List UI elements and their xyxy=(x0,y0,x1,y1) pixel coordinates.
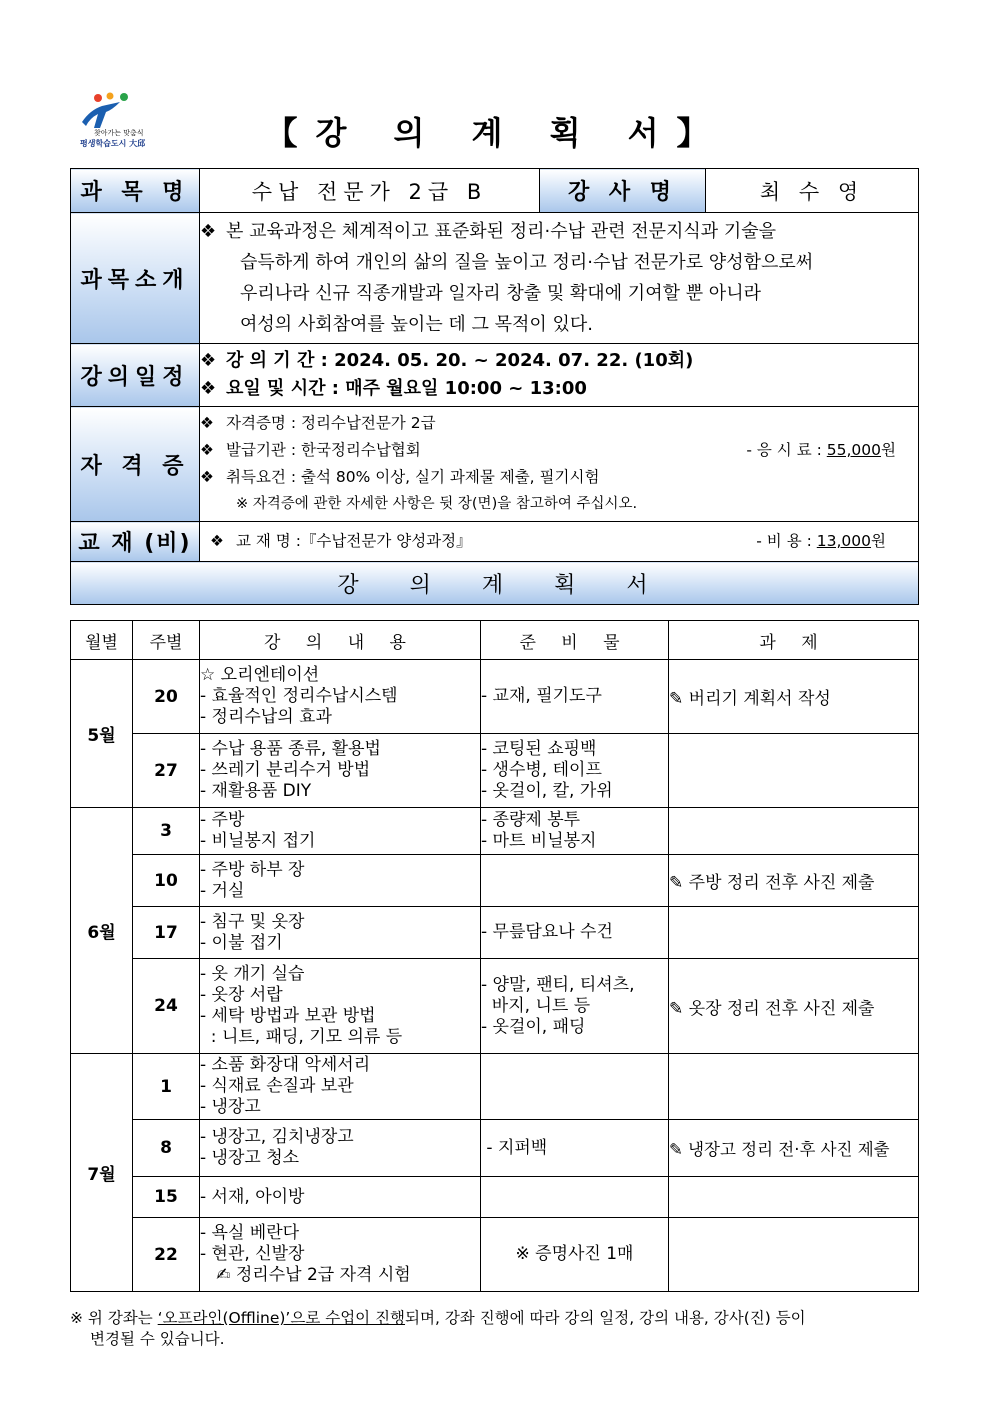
content-line: : 니트, 패딩, 기모 의류 등 xyxy=(200,1027,403,1047)
cert-fee-label: - 응 시 료 : xyxy=(746,441,822,459)
task-cell xyxy=(669,734,919,808)
prep-line: 바지, 니트 등 xyxy=(481,995,591,1016)
header-task: 과 제 xyxy=(669,621,919,660)
content-line: - 효율적인 정리수납시스템 xyxy=(200,686,398,706)
content-line: - 주방 하부 장 xyxy=(200,859,305,880)
content-line: - 옷 개기 실습 xyxy=(200,964,305,984)
content-line: - 냉장고 xyxy=(200,1097,261,1117)
month-cell: 7월 xyxy=(71,1054,133,1292)
prep-line: - 무릎담요나 수건 xyxy=(481,922,613,942)
task-cell xyxy=(669,907,919,959)
content-line: - 식재료 손질과 보관 xyxy=(200,1076,354,1096)
month-cell: 6월 xyxy=(71,808,133,1054)
header-month: 월별 xyxy=(71,621,133,660)
intro-line: 여성의 사회참여를 높이는 데 그 목적이 있다. xyxy=(240,314,594,335)
content-line: - 거실 xyxy=(200,880,245,901)
content-cell xyxy=(200,1218,481,1292)
prep-cell xyxy=(481,660,669,734)
task-cell xyxy=(669,808,919,855)
content-cell xyxy=(200,808,481,855)
prep-cell xyxy=(481,1120,669,1177)
book-label: 교 재 (비) xyxy=(71,522,200,562)
content-cell xyxy=(200,855,481,907)
content-cell xyxy=(200,660,481,734)
prep-line: - 지퍼백 xyxy=(481,1137,548,1158)
prep-cell xyxy=(481,959,669,1054)
book-cost-unit: 원 xyxy=(871,532,886,550)
content-line: - 이불 접기 xyxy=(200,932,283,953)
intro-line: 습득하게 하여 개인의 삶의 질을 높이고 정리·수납 전문가로 양성함으로써 xyxy=(240,252,814,273)
task-cell: ✎ 버리기 계획서 작성 xyxy=(669,660,919,734)
week-cell: 22 xyxy=(133,1218,200,1292)
cert-fee-unit: 원 xyxy=(881,441,896,459)
prep-line: - 코팅된 쇼핑백 xyxy=(481,739,597,759)
schedule-label: 강의일정 xyxy=(71,344,200,407)
prep-line: - 종량제 봉투 xyxy=(481,810,581,830)
content-cell xyxy=(200,907,481,959)
content-line: ☆ 오리엔테이션 xyxy=(200,665,320,685)
week-cell: 17 xyxy=(133,907,200,959)
schedule-period: 강 의 기 간 : 2024. 05. 20. ~ 2024. 07. 22. (10회) xyxy=(226,350,694,371)
subject-value: 수납 전문가 2급 B xyxy=(200,169,540,213)
content-line: - 침구 및 옷장 xyxy=(200,911,305,932)
prep-line: - 생수병, 테이프 xyxy=(481,760,602,780)
logo-name: 평생학습도시 大邱 xyxy=(80,139,146,148)
prep-cell xyxy=(481,734,669,808)
logo-subtitle: 찾아가는 맞춤식 xyxy=(94,129,144,137)
week-cell: 20 xyxy=(133,660,200,734)
week-cell: 8 xyxy=(133,1120,200,1177)
prep-cell xyxy=(481,808,669,855)
footer-note xyxy=(70,1308,918,1350)
intro-line: 본 교육과정은 체계적이고 표준화된 정리·수납 관련 전문지식과 기술을 xyxy=(226,221,777,242)
intro-line: 우리나라 신규 직종개발과 일자리 창출 및 확대에 기여할 뿐 아니라 xyxy=(240,283,761,304)
content-line: - 냉장고 청소 xyxy=(200,1148,300,1168)
prep-cell xyxy=(481,907,669,959)
subject-label: 과 목 명 xyxy=(71,169,200,213)
task-cell xyxy=(669,1177,919,1218)
header-week: 주별 xyxy=(133,621,200,660)
prep-line: - 옷걸이, 패딩 xyxy=(481,1016,586,1037)
content-line: - 냉장고, 김치냉장고 xyxy=(200,1127,354,1147)
prep-line: - 교재, 필기도구 xyxy=(481,686,602,706)
schedule-table xyxy=(70,620,919,1292)
week-cell: 27 xyxy=(133,734,200,808)
week-cell: 3 xyxy=(133,808,200,855)
content-cell xyxy=(200,959,481,1054)
intro-text: ❖ 본 교육과정은 체계적이고 표준화된 정리·수납 관련 전문지식과 기술을 습득하게 하여 개인의 삶의 질을 높이고 정리·수납 전문가로 양성함으로써 우리나라 신규 직종개발과 일자리 창출 및 확대에 기여할 뿐 아니라 여성의 사회참여를 높이는 데 그 목적이 있다. xyxy=(200,213,919,344)
prep-line: - 옷걸이, 칼, 가위 xyxy=(481,781,613,801)
content-line: - 주방 xyxy=(200,810,245,830)
content-line: - 비닐봉지 접기 xyxy=(200,831,316,851)
footer-rest: 되며, 강좌 진행에 따라 강의 일정, 강의 내용, 강사(진) 등이 xyxy=(405,1309,806,1327)
book-cost: 13,000 xyxy=(816,532,872,550)
content-line: - 쓰레기 분리수거 방법 xyxy=(200,760,371,780)
task-cell: ✎ 냉장고 정리 전·후 사진 제출 xyxy=(669,1120,919,1177)
content-line: - 욕실 베란다 xyxy=(200,1223,300,1243)
task-cell xyxy=(669,1054,919,1120)
prep-cell xyxy=(481,1054,669,1120)
content-cell xyxy=(200,734,481,808)
book-name: 교 재 명 :『수납전문가 양성과정』 xyxy=(236,532,472,550)
book-cost-label: - 비 용 : xyxy=(756,532,812,550)
task-cell: ✎ 주방 정리 전후 사진 제출 xyxy=(669,855,919,907)
prep-line: - 마트 비닐봉지 xyxy=(481,831,597,851)
content-cell xyxy=(200,1120,481,1177)
prep-line: - 양말, 팬티, 티셔츠, xyxy=(481,974,635,995)
content-cell xyxy=(200,1054,481,1120)
prep-line: ※ 증명사진 1매 xyxy=(515,1244,634,1264)
prep-cell xyxy=(481,1218,669,1292)
header-content: 강 의 내 용 xyxy=(200,621,481,660)
cert-note: ※ 자격증에 관한 자세한 사항은 뒷 장(면)을 참고하여 주십시오. xyxy=(236,496,638,512)
content-line: - 세탁 방법과 보관 방법 xyxy=(200,1006,376,1026)
task-cell xyxy=(669,1218,919,1292)
month-cell: 5월 xyxy=(71,660,133,808)
content-line: - 재활용품 DIY xyxy=(200,781,312,801)
instructor-value: 최 수 영 xyxy=(706,169,919,213)
prep-cell xyxy=(481,1177,669,1218)
week-cell: 10 xyxy=(133,855,200,907)
cert-requirement: 취득요건 : 출석 80% 이상, 실기 과제물 제출, 필기시험 xyxy=(226,468,600,486)
content-cell xyxy=(200,1177,481,1218)
prep-cell xyxy=(481,855,669,907)
footer-underlined: ‘오프라인(Offline)’으로 수업이 진행 xyxy=(157,1309,406,1327)
instructor-label: 강 사 명 xyxy=(540,169,706,213)
cert-name: 자격증명 : 정리수납전문가 2급 xyxy=(226,414,436,432)
week-cell: 24 xyxy=(133,959,200,1054)
content-line: - 소품 화장대 악세서리 xyxy=(200,1055,371,1075)
intro-label: 과목소개 xyxy=(71,213,200,344)
page-title: 【강 의 계 획 서】 xyxy=(265,114,727,152)
week-cell: 15 xyxy=(133,1177,200,1218)
week-cell: 1 xyxy=(133,1054,200,1120)
footer-line2: 변경될 수 있습니다. xyxy=(90,1330,225,1348)
task-cell: ✎ 옷장 정리 전후 사진 제출 xyxy=(669,959,919,1054)
content-line: - 정리수납의 효과 xyxy=(200,707,332,727)
schedule-time: 요일 및 시간 : 매주 월요일 10:00 ~ 13:00 xyxy=(226,378,587,399)
cert-issuer: 발급기관 : 한국정리수납협회 xyxy=(226,441,421,459)
content-line: - 현관, 신발장 xyxy=(200,1244,305,1264)
header-prep: 준 비 물 xyxy=(481,621,669,660)
cert-label: 자 격 증 xyxy=(71,407,200,522)
content-line: - 옷장 서랍 xyxy=(200,985,283,1005)
content-line: ✍ 정리수납 2급 자격 시험 xyxy=(200,1265,411,1285)
info-table: 과 목 명 수납 전문가 2급 B 강 사 명 최 수 영 과목소개 ❖ 본 교육과정은 체계적이고 표준화된 정리·수납 관련 전문지식과 기술을 습득하게 하여 개인의 삶의 질을 높이고 정리·수납 전문가로 양성함으로써 우리나라 신규 직종개발과 일자리 창출 및 확대에 기여할 뿐 아니라 여성의 사회참여를 높이는 데 그 목적이 있다. 강의일정 ❖ 강 의 기 간 : 2024. 05. 20. ~ 2024. 07. 22. (10회) ❖ 요일 및 시간 : 매주 월요일 10:00 ~ 13:00 자 격 증 ❖ 자격증명 : 정리수납전문가 2급 ❖ 발급기관 : 한국정리수납협회 - 응 시 료 : 55,000원 ❖ 취득요건 : 출석 80% 이상, 실기 과제물 제출, 필기시험 ※ 자격증에 관한 자세한 사항은 뒷 장(면)을 참고하여 주십시오. 교 재 (비) ❖ 교 재 명 :『수납전문가 양성과정』 - 비 용 : 13,000원 강 의 계 획 서 xyxy=(70,168,919,605)
content-line: - 수납 용품 종류, 활용법 xyxy=(200,739,381,759)
footer-prefix: ※ 위 강좌는 xyxy=(70,1309,158,1327)
cert-fee: 55,000 xyxy=(826,441,882,459)
plan-header: 강 의 계 획 서 xyxy=(71,562,919,605)
content-line: - 서재, 아이방 xyxy=(200,1186,305,1207)
